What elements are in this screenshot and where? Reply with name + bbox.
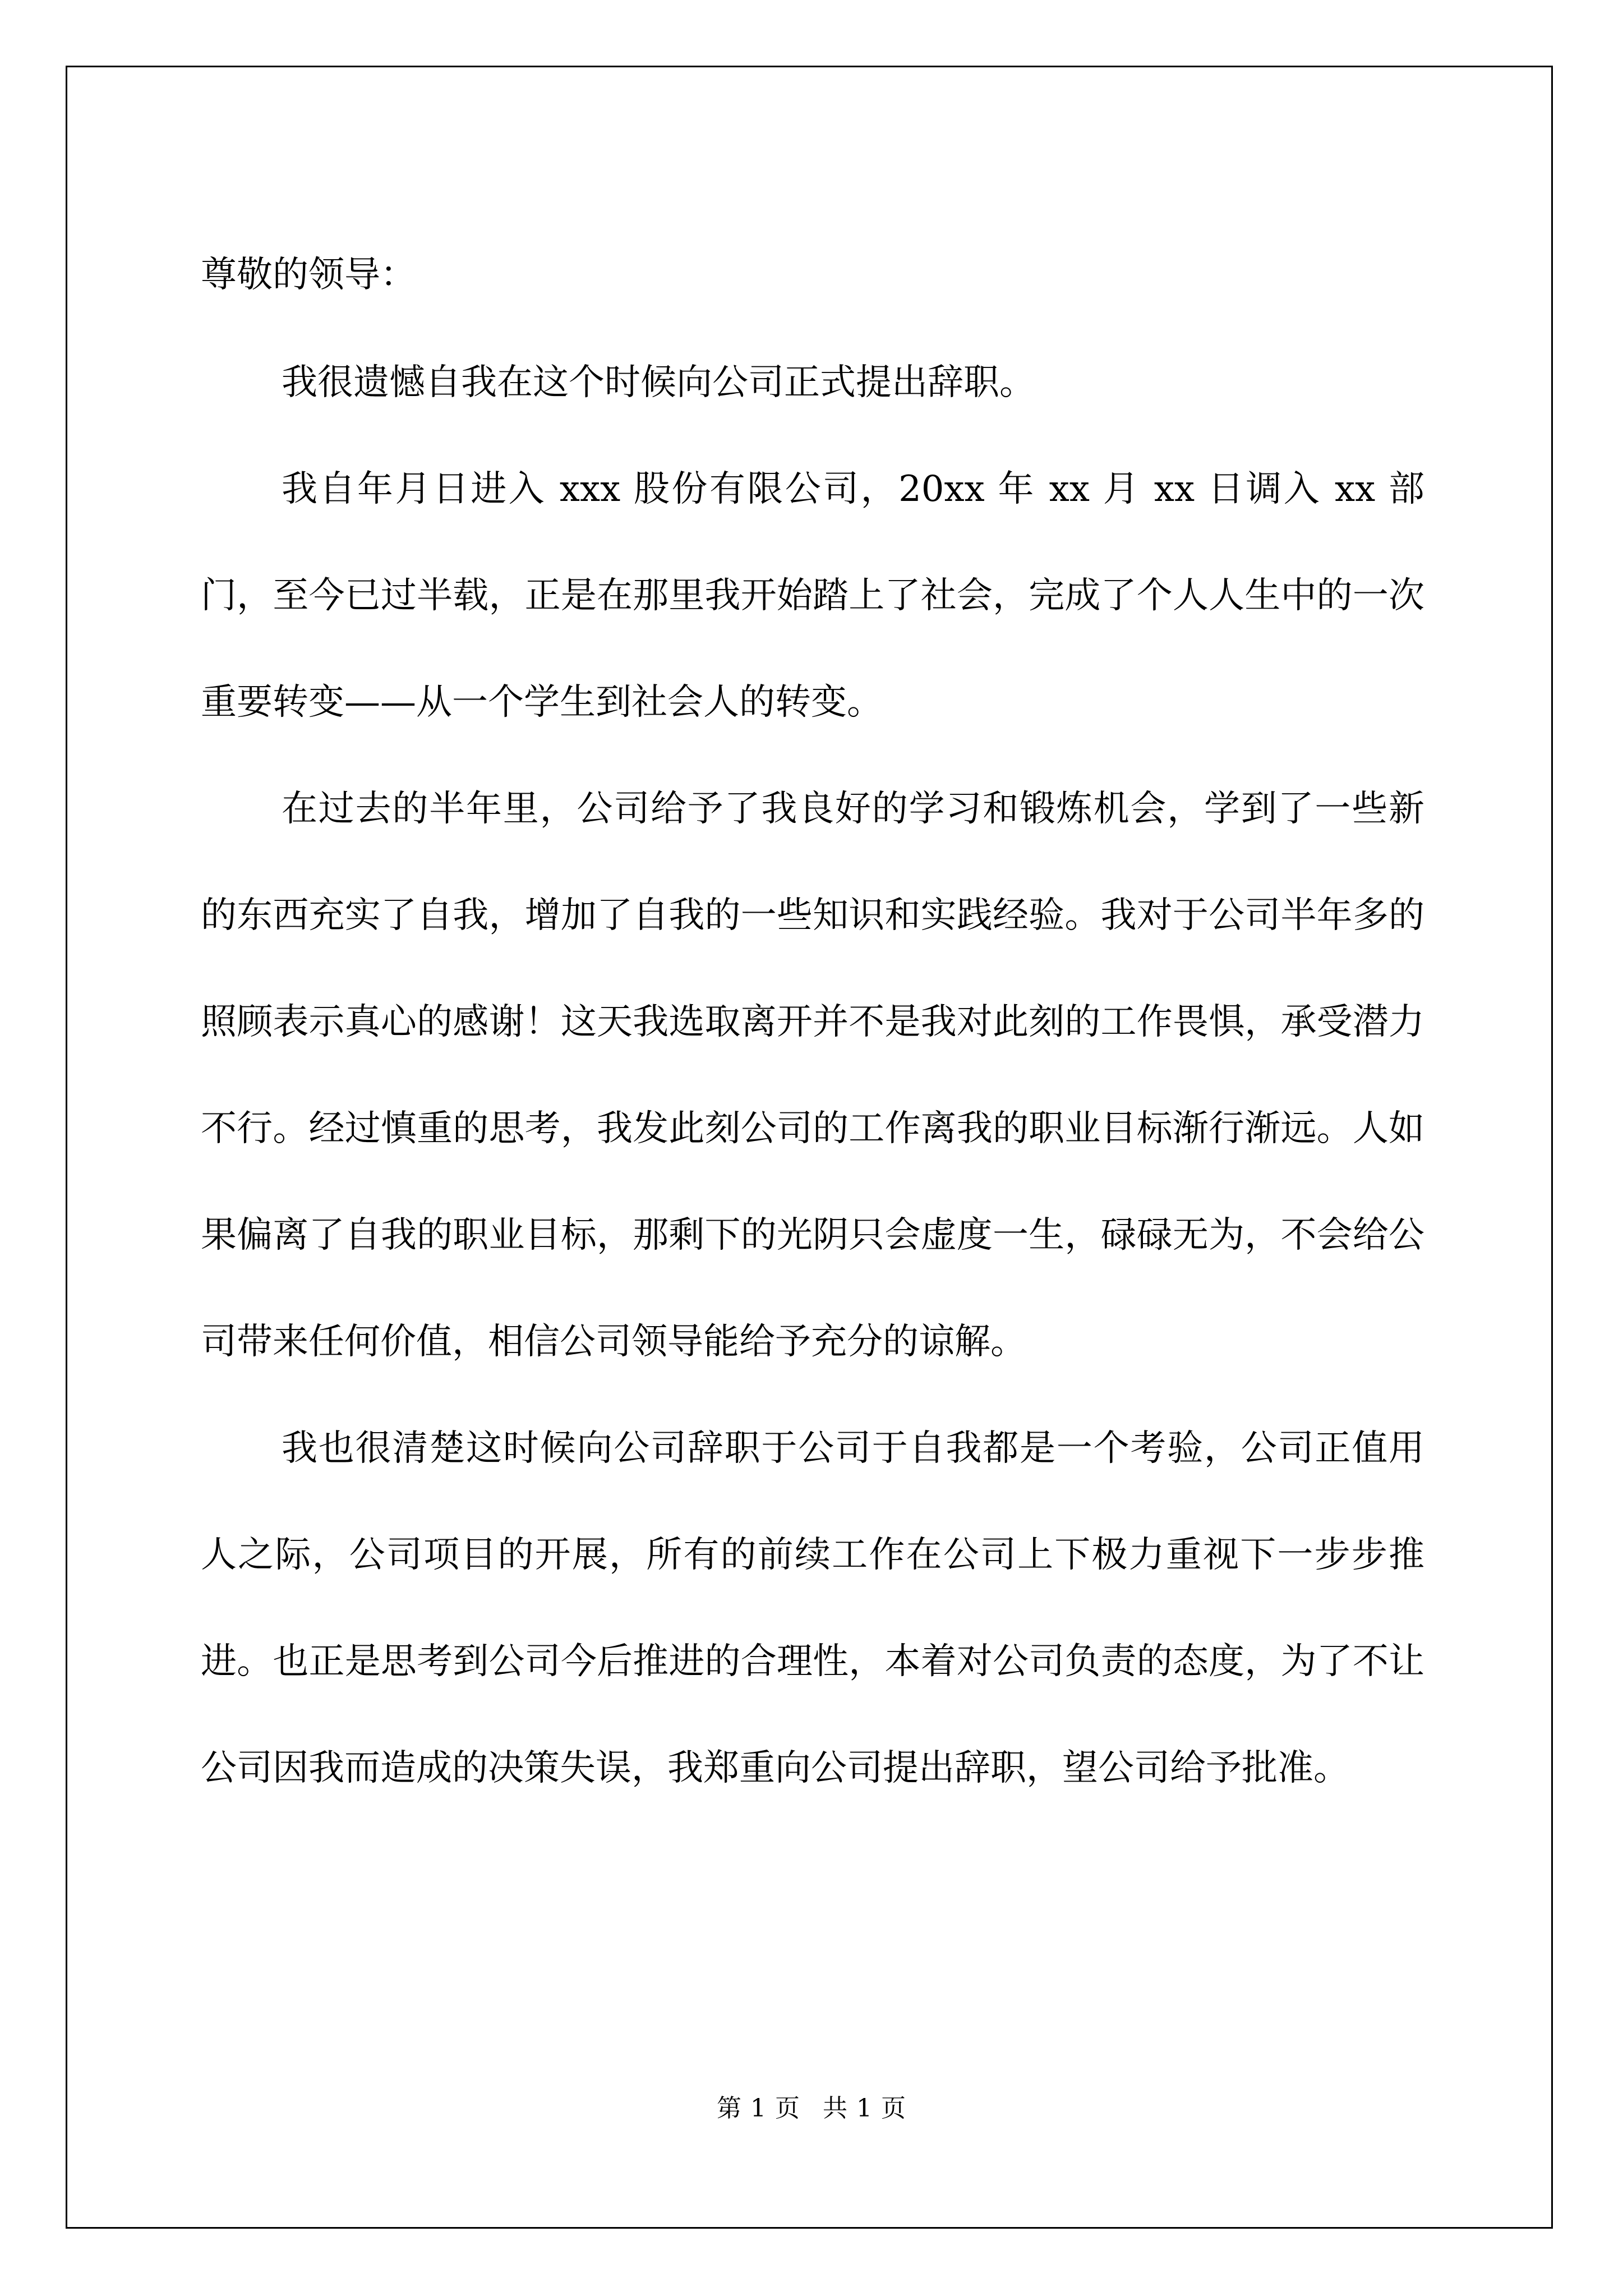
salutation: 尊敬的领导：	[201, 254, 416, 296]
paragraph: 我很遗憾自我在这个时候向公司正式提出辞职。	[282, 362, 1035, 403]
paragraph: 我也很清楚这时候向公司辞职于公司于自我都是一个考验，公司正值用人之际，公司项目的开展，所有的前续工作在公司上下极力重视下一步步推进。也正是思考到公司今后推进的合理性，本着对公司负责的态度，为了不让公司因我而造成的决策失误，我郑重向公司提出辞职，望公司给予批准。	[201, 1428, 1424, 1789]
document-body	[201, 222, 1424, 1821]
paragraph: 在过去的半年里，公司给予了我良好的学习和锻炼机会，学到了一些新的东西充实了自我，增加了自我的一些知识和实践经验。我对于公司半年多的照顾表示真心的感谢！这天我选取离开并不是我对此刻的工作畏惧，承受潜力不行。经过慎重的思考，我发此刻公司的工作离我的职业目标渐行渐远。人如果偏离了自我的职业目标，那剩下的光阴只会虚度一生，碌碌无为，不会给公司带来任何价值，相信公司领导能给予充分的谅解。	[201, 788, 1424, 1363]
paragraph: 我自年月日进入 xxx 股份有限公司，20xx 年 xx 月 xx 日调入 xx 部门，至今已过半载，正是在那里我开始踏上了社会，完成了个人人生中的一次重要转变——从一个学生到社会人的转变。	[201, 468, 1424, 723]
page-number-total: 共 1 页	[823, 2094, 906, 2123]
page-footer	[0, 2088, 1623, 2124]
page-number-current: 第 1 页	[717, 2094, 800, 2123]
